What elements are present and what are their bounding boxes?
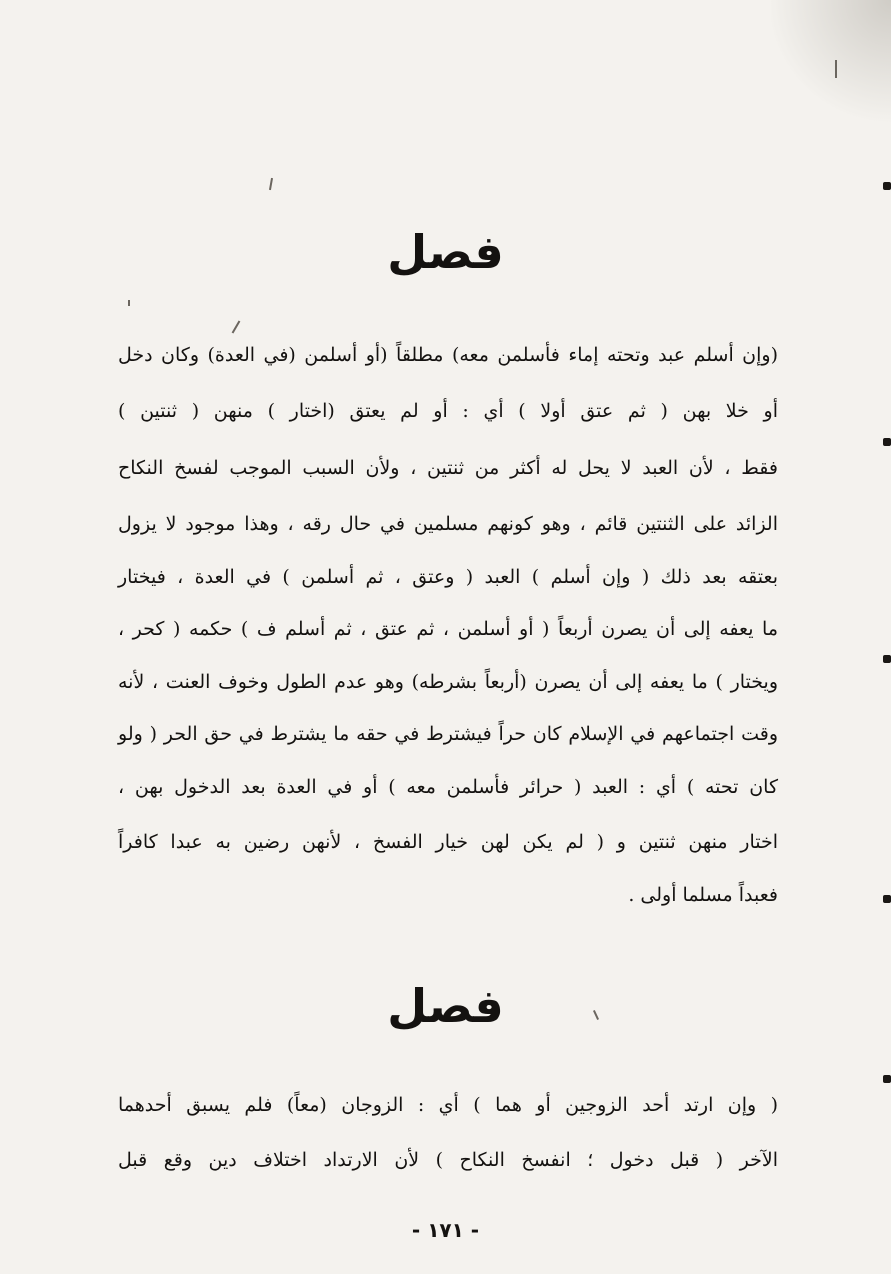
scan-speck: [269, 178, 273, 190]
text-line: اختار منهن ثنتين و ( لم يكن لهن خيار الفسخ ، لأنهن رضين به عبدا كافراً: [118, 831, 778, 853]
text-line: فعبداً مسلما أولى .: [628, 884, 778, 906]
text-line: الزائد على الثنتين قائم ، وهو كونهم مسلمين في حال رقه ، وهذا موجود لا يزول: [118, 513, 778, 535]
text-line: الآخر ( قبل دخول ؛ انفسخ النكاح ) لأن الارتداد اختلاف دين وقع قبل: [118, 1149, 778, 1171]
binding-mark: [883, 182, 891, 190]
text-line: فقط ، لأن العبد لا يحل له أكثر من ثنتين ، ولأن السبب الموجب لفسخ النكاح: [118, 457, 778, 479]
scan-noise: [771, 0, 891, 130]
text-line: ( وإن ارتد أحد الزوجين أو هما ) أي : الزوجان (معاً) فلم يسبق أحدهما: [118, 1094, 778, 1116]
binding-mark: [883, 438, 891, 446]
text-line: ويختار ) ما يعفه إلى أن يصرن (أربعاً بشرطه) وهو عدم الطول وخوف العنت ، لأنه: [118, 671, 778, 693]
binding-mark: [883, 655, 891, 663]
binding-mark: [883, 895, 891, 903]
page-number: - ١٧١ -: [411, 1218, 480, 1242]
text-line: كان تحته ) أي : العبد ( حرائر فأسلمن معه ) أو في العدة بعد الدخول بهن ،: [118, 776, 778, 798]
text-line: أو خلا بهن ( ثم عتق أولا ) أي : أو لم يعتق (اختار ) منهن ( ثنتين ): [118, 400, 778, 422]
text-line: وقت اجتماعهم في الإسلام كان حراً فيشترط في حقه ما يشترط في حق الحر ( ولو: [118, 723, 778, 745]
scan-speck: [835, 60, 837, 78]
scan-speck: [128, 300, 130, 306]
text-line: ما يعفه إلى أن يصرن أربعاً ( أو أسلمن ، ثم عتق ، ثم أسلم ف ) حكمه ( كحر ،: [118, 618, 778, 640]
section-heading: فصل: [387, 225, 504, 279]
binding-mark: [883, 1075, 891, 1083]
text-line: بعتقه بعد ذلك ( وإن أسلم ) العبد ( وعتق ، ثم أسلمن ) في العدة ، فيختار: [118, 566, 778, 588]
section-heading: فصل: [387, 979, 504, 1033]
text-line: (وإن أسلم عبد وتحته إماء فأسلمن معه) مطلقاً (أو أسلمن (في العدة) وكان دخل: [118, 344, 778, 366]
scan-speck: [232, 320, 241, 333]
